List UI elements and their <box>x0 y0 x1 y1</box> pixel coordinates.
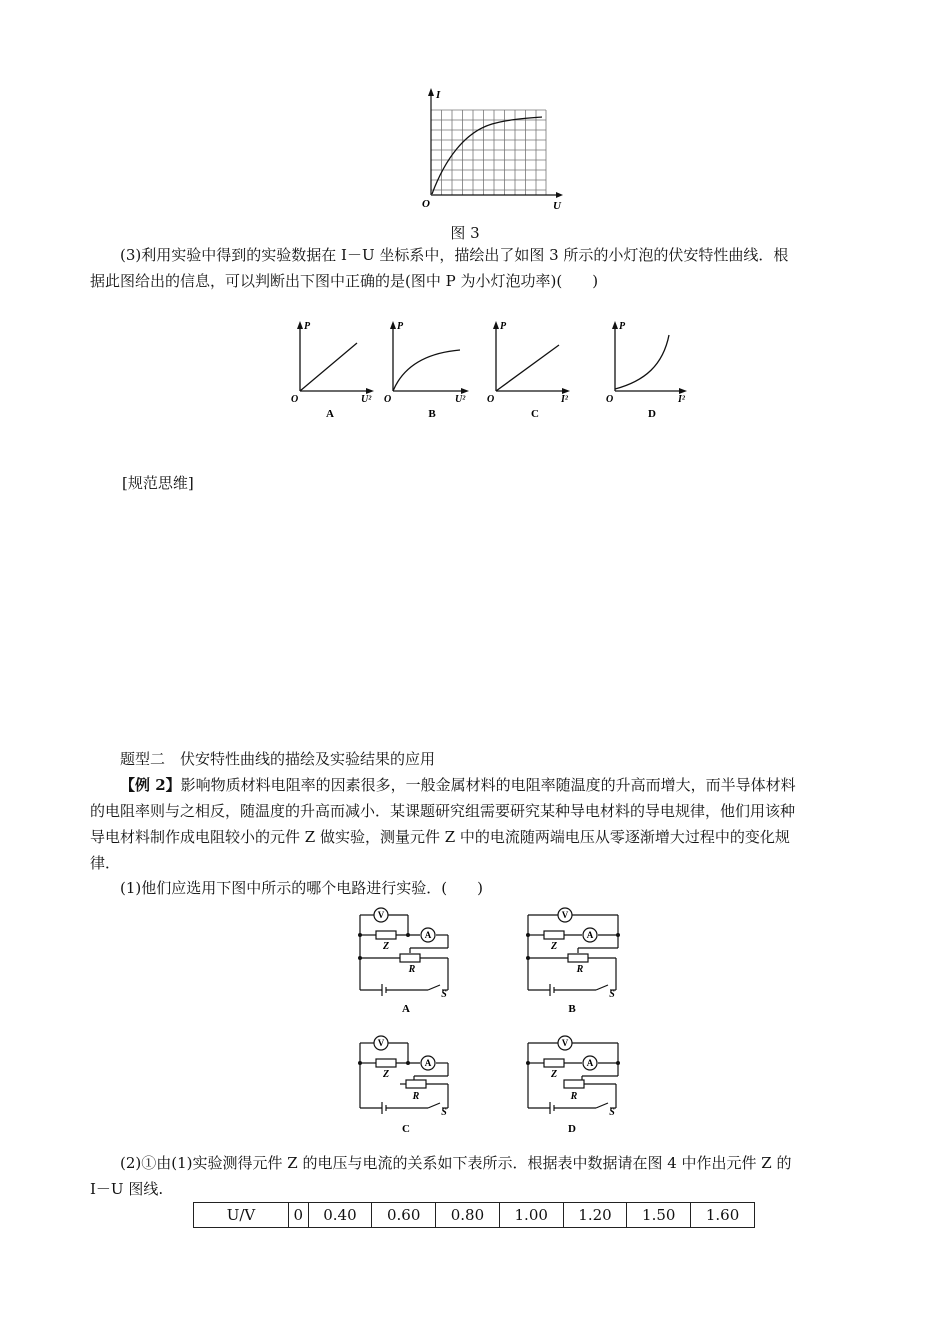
circuit-b-label: B <box>568 1003 576 1015</box>
circuit-b-voltmeter: V <box>561 910 569 920</box>
circuit-d-voltmeter: V <box>561 1038 569 1048</box>
axis-label-i: I <box>436 89 441 101</box>
circuit-diagrams <box>350 900 630 1140</box>
table-row <box>194 1203 755 1228</box>
question-1: (1)他们应选用下图中所示的哪个电路进行实验．( ) <box>120 879 483 897</box>
circuit-b-ammeter: A <box>586 930 594 940</box>
origin-label: O <box>422 198 430 210</box>
axis-label-u: U <box>553 200 561 212</box>
table-cell: 1.00 <box>499 1203 563 1228</box>
table-header-cell: U/V <box>194 1203 289 1228</box>
question-2-line2: I－U 图线. <box>90 1180 164 1198</box>
circuit-d <box>528 1036 618 1114</box>
example-2-line1-text: 影响物质材料电阻率的因素很多，一般金属材料的电阻率随温度的升高而增大，而半导体材料 <box>180 776 796 794</box>
table-cell: 1.50 <box>627 1203 691 1228</box>
question-2-line1: (2)①由(1)实验测得元件 Z 的电压与电流的关系如下表所示．根据表中数据请在图 4 中作出元件 Z 的 <box>120 1154 792 1172</box>
table-cell: 1.20 <box>563 1203 627 1228</box>
circuit-c-z: Z <box>382 1069 390 1080</box>
circuit-d-label: D <box>568 1123 576 1135</box>
circuit-d-ammeter: A <box>586 1058 594 1068</box>
thinking-label: [规范思维] <box>122 474 194 492</box>
option-b-label: B <box>428 408 436 420</box>
circuit-c-s: S <box>441 1107 447 1118</box>
option-c-label: C <box>531 408 539 420</box>
example-2-line1 <box>120 772 870 798</box>
example-2-line2: 的电阻率则与之相反，随温度的升高而减小．某课题研究组需要研究某种导电材料的导电规律，他们用该种 <box>90 802 796 820</box>
figure-3-iu-graph <box>420 84 570 214</box>
circuit-a-label: A <box>402 1003 410 1015</box>
circuit-c <box>360 1036 448 1114</box>
question-3-line2: 据此图给出的信息，可以判断出下图中正确的是(图中 P 为小灯泡功率)( ) <box>90 272 599 290</box>
option-d-y-label: P <box>619 321 626 332</box>
option-a-x-label: U² <box>361 394 372 405</box>
option-b-origin: O <box>384 394 392 405</box>
option-graphs-pu <box>285 315 705 425</box>
section-title: 题型二 伏安特性曲线的描绘及实验结果的应用 <box>120 750 436 768</box>
option-c-x-label: I² <box>561 394 568 405</box>
option-a-y-label: P <box>304 321 311 332</box>
option-d-origin: O <box>606 394 614 405</box>
circuit-b-s: S <box>609 989 615 1000</box>
example-2-tag: 【例 2】 <box>120 776 181 794</box>
option-d-x-label: I² <box>678 394 685 405</box>
circuit-b-z: Z <box>550 941 558 952</box>
table-cell: 0 <box>289 1203 309 1228</box>
table-cell: 0.80 <box>436 1203 500 1228</box>
circuit-b-r: R <box>576 964 584 975</box>
circuit-c-voltmeter: V <box>377 1038 385 1048</box>
circuit-d-s: S <box>609 1107 615 1118</box>
circuit-c-label: C <box>402 1123 410 1135</box>
table-cell: 1.60 <box>691 1203 755 1228</box>
circuit-a-z: Z <box>382 941 390 952</box>
table-cell: 0.40 <box>308 1203 372 1228</box>
option-a-origin: O <box>291 394 299 405</box>
example-2-line3: 导电材料制作成电阻较小的元件 Z 做实验，测量元件 Z 中的电流随两端电压从零逐渐增大过程中的变化规 <box>90 828 790 846</box>
option-a-label: A <box>326 408 334 420</box>
uv-data-table <box>193 1202 755 1228</box>
table-cell: 0.60 <box>372 1203 436 1228</box>
circuit-a-ammeter: A <box>424 930 432 940</box>
circuit-d-r: R <box>570 1091 578 1102</box>
circuit-a-s: S <box>441 989 447 1000</box>
circuit-a-voltmeter: V <box>377 910 385 920</box>
circuit-a-r: R <box>408 964 416 975</box>
circuit-c-ammeter: A <box>424 1058 432 1068</box>
question-3-line1: (3)利用实验中得到的实验数据在 I－U 坐标系中，描绘出了如图 3 所示的小灯泡的伏安特性曲线．根 <box>120 246 789 264</box>
circuit-c-r: R <box>412 1091 420 1102</box>
example-2-line4: 律． <box>90 854 121 872</box>
option-c-y-label: P <box>500 321 507 332</box>
option-b-y-label: P <box>397 321 404 332</box>
circuit-a <box>360 908 448 996</box>
option-d-label: D <box>648 408 656 420</box>
circuit-d-z: Z <box>550 1069 558 1080</box>
figure-3-caption: 图 3 <box>450 224 480 242</box>
option-c-origin: O <box>487 394 495 405</box>
option-b-x-label: U² <box>455 394 466 405</box>
circuit-b <box>528 908 618 996</box>
